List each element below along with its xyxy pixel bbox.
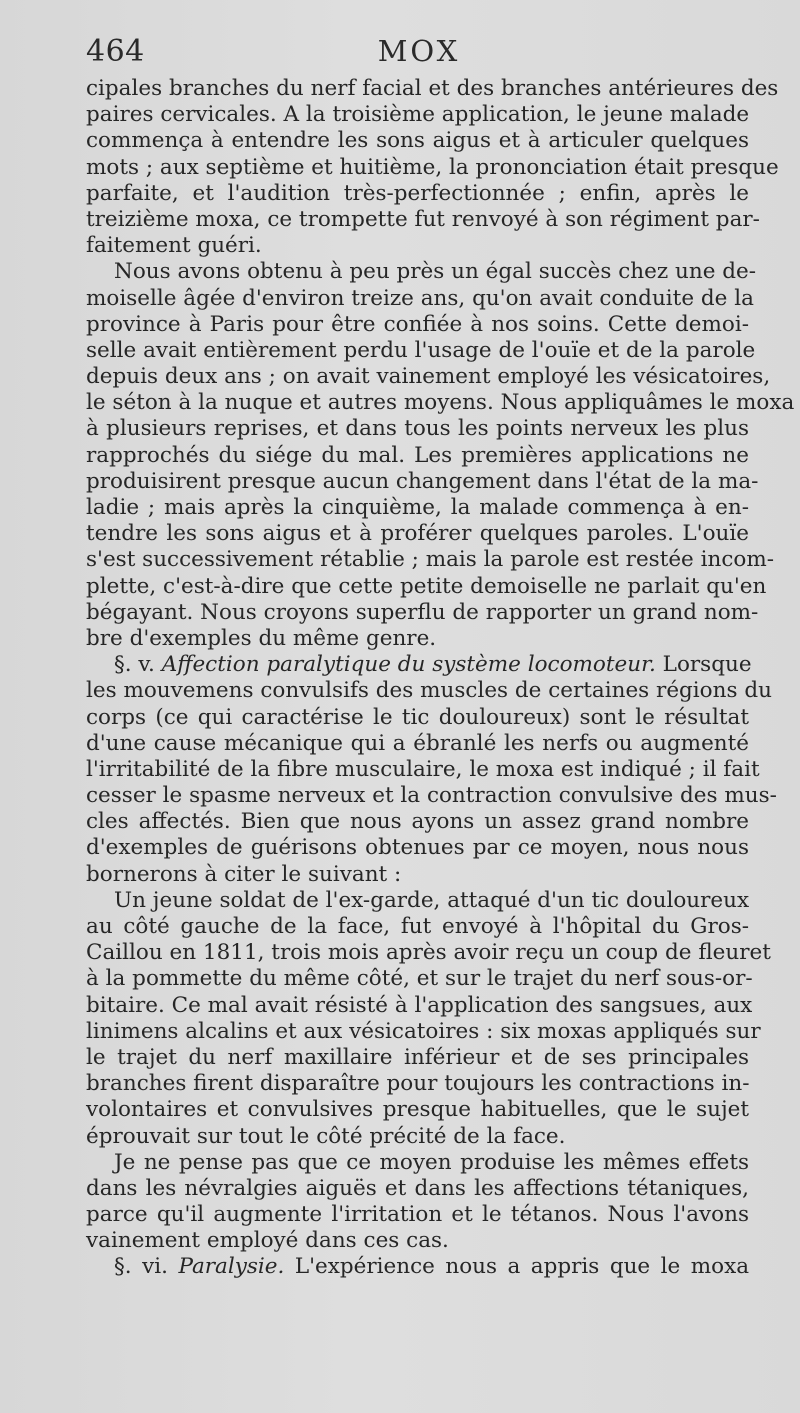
text-line: cles affectés. Bien que nous ayons un assez grand nombre bbox=[86, 809, 749, 835]
text-line: paires cervicales. A la troisième application, le jeune malade bbox=[86, 102, 750, 128]
text-line: le trajet du nerf maxillaire inférieur et de ses principales bbox=[86, 1044, 749, 1070]
section-vi-heading-line bbox=[86, 1254, 749, 1280]
text-line: province à Paris pour être confiée à nos soins. Cette demoi- bbox=[86, 311, 749, 337]
text-line: bitaire. Ce mal avait résisté à l'application des sangsues, aux bbox=[86, 992, 753, 1018]
text-line: selle avait entièrement perdu l'usage de l'ouïe et de la parole bbox=[86, 337, 756, 363]
text-line: mots ; aux septième et huitième, la prononciation était presque bbox=[86, 154, 779, 180]
section-v-title: Affection paralytique du système locomoteur. bbox=[161, 652, 656, 678]
text-line: cesser le spasme nerveux et la contraction convulsive des mus- bbox=[86, 783, 777, 809]
running-head: MOX bbox=[377, 34, 461, 68]
text-line: volontaires et convulsives presque habituelles, que le sujet bbox=[86, 1097, 749, 1123]
text-line: les mouvemens convulsifs des muscles de certaines régions du bbox=[86, 678, 772, 704]
text-line: Nous avons obtenu à peu près un égal succès chez une de- bbox=[114, 259, 757, 285]
text-line: bégayant. Nous croyons superflu de rapporter un grand nom- bbox=[86, 599, 759, 625]
section-vi-text: L'expérience nous a appris que le moxa bbox=[294, 1254, 750, 1280]
section-vi-title: Paralysie. bbox=[178, 1254, 285, 1280]
text-line: produisirent presque aucun changement dans l'état de la ma- bbox=[86, 468, 759, 494]
section-v-number: §. v. bbox=[114, 652, 155, 678]
text-line: Je ne pense pas que ce moyen produise les mêmes effets bbox=[114, 1149, 749, 1175]
text-line: Un jeune soldat de l'ex-garde, attaqué d'un tic douloureux bbox=[114, 887, 750, 913]
text-line: d'une cause mécanique qui a ébranlé les nerfs ou augmenté bbox=[86, 730, 749, 756]
text-line: plette, c'est-à-dire que cette petite demoiselle ne parlait qu'en bbox=[86, 573, 767, 599]
text-line: tendre les sons aigus et à proférer quelques paroles. L'ouïe bbox=[86, 521, 749, 547]
text-line: faitement guéri. bbox=[86, 233, 262, 259]
text-line: parfaite, et l'audition très-perfectionnée ; enfin, après le bbox=[86, 180, 749, 206]
text-line: ladie ; mais après la cinquième, la malade commença à en- bbox=[86, 495, 749, 520]
text-line: d'exemples de guérisons obtenues par ce moyen, nous nous bbox=[86, 835, 749, 861]
section-v-heading-line bbox=[86, 652, 752, 678]
text-line: vainement employé dans ces cas. bbox=[86, 1228, 449, 1254]
text-line: corps (ce qui caractérise le tic douloureux) sont le résultat bbox=[86, 704, 749, 730]
text-line: linimens alcalins et aux vésicatoires : six moxas appliqués sur bbox=[86, 1018, 761, 1044]
text-line: commença à entendre les sons aigus et à articuler quelques bbox=[86, 128, 749, 154]
text-line: dans les névralgies aiguës et dans les affections tétaniques, bbox=[86, 1175, 749, 1201]
text-line: éprouvait sur tout le côté précité de la face. bbox=[86, 1123, 566, 1149]
text-line: l'irritabilité de la fibre musculaire, le moxa est indiqué ; il fait bbox=[86, 756, 760, 782]
text-line: le séton à la nuque et autres moyens. Nous appliquâmes le moxa bbox=[86, 390, 795, 416]
page-number: 464 bbox=[86, 34, 145, 69]
text-line: bre d'exemples du même genre. bbox=[86, 625, 437, 651]
text-line: bornerons à citer le suivant : bbox=[86, 861, 402, 887]
text-line: moiselle âgée d'environ treize ans, qu'on avait conduite de la bbox=[86, 285, 754, 311]
text-line: au côté gauche de la face, fut envoyé à l'hôpital du Gros- bbox=[86, 914, 749, 939]
text-line: à plusieurs reprises, et dans tous les points nerveux les plus bbox=[86, 416, 749, 442]
section-vi-number: §. vi. bbox=[114, 1254, 168, 1280]
text-line: Caillou en 1811, trois mois après avoir reçu un coup de fleuret bbox=[86, 940, 771, 966]
text-line: branches firent disparaître pour toujours les contractions in- bbox=[86, 1071, 750, 1097]
text-line: depuis deux ans ; on avait vainement employé les vésicatoires, bbox=[86, 364, 771, 390]
text-line: rapprochés du siége du mal. Les premières applications ne bbox=[86, 442, 749, 468]
text-line: treizième moxa, ce trompette fut renvoyé à son régiment par- bbox=[86, 206, 760, 232]
text-line: parce qu'il augmente l'irritation et le tétanos. Nous l'avons bbox=[86, 1202, 749, 1228]
body-text bbox=[86, 76, 795, 1281]
text-line: à la pommette du même côté, et sur le trajet du nerf sous-or- bbox=[86, 966, 753, 992]
section-v-text: Lorsque bbox=[662, 652, 752, 678]
text-line: cipales branches du nerf facial et des branches antérieures des bbox=[86, 76, 779, 101]
page-header bbox=[86, 34, 752, 74]
text-line: s'est successivement rétablie ; mais la parole est restée incom- bbox=[86, 547, 774, 573]
